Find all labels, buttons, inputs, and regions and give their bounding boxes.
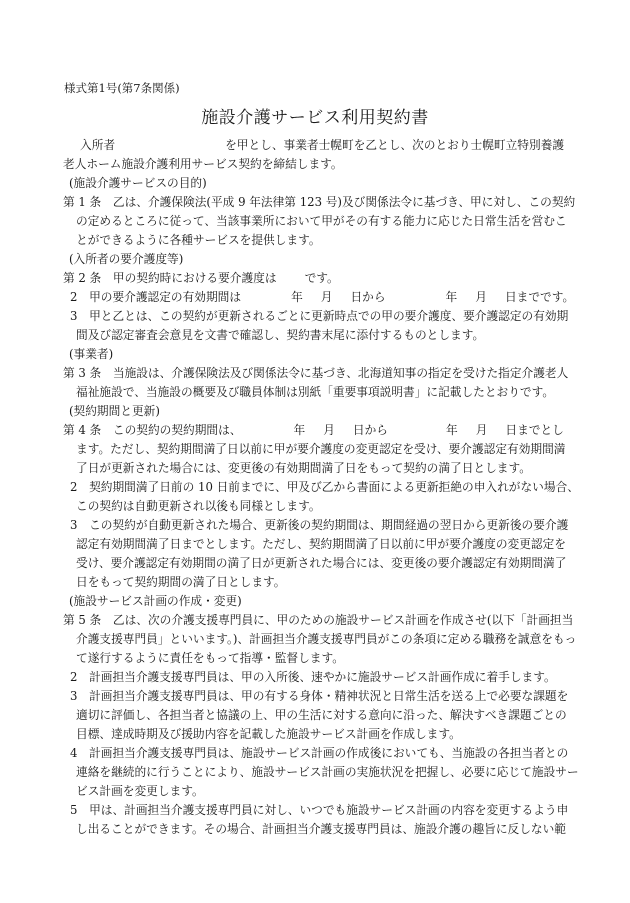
article-5-line: 2 計画担当介護支援専門員は、甲の入所後、速やかに施設サービス計画作成に着手します。 [70,670,556,684]
intro-text: を甲とし、事業者士幌町を乙とし、次のとおり士幌町立特別養護 [225,138,565,152]
document-title: 施設介護サービス利用契約書 [201,108,429,128]
article-4-line: 了日が更新された場合には、変更後の有効期間満了日をもって契約の満了日とします。 [76,461,531,475]
form-number: 様式第1号(第7条関係) [64,81,180,95]
article-1-line: 第 1 条 乙は、介護保険法(平成 9 年法律第 123 号)及び関係法令に基づき、甲に対し、この契約 [63,195,576,209]
date-day-label: 日までです。 [504,290,575,304]
article-4-line: 認定有効期間満了日までとします。ただし、契約期間満了日以前に甲が要介護度の変更認定を [76,537,566,551]
date-year-label: 年 [291,290,303,304]
article-5-line: て遂行するように責任をもって指導・監督します。 [76,651,344,665]
date-month-label: 月 [320,290,333,304]
date-day-label: 日から [350,290,386,304]
date-day-label: 日から [352,423,388,437]
date-year-label: 年 [445,290,458,304]
article-5-line: 4 計画担当介護支援専門員は、施設サービス計画の作成後においても、当施設の各担当者との [70,746,569,760]
article-5-line: 5 甲は、計画担当介護支援専門員に対し、いつでも施設サービス計画の内容を変更するよう申 [70,803,569,817]
article-2-text: 第 2 条 甲の契約時における要介護度は [63,271,277,285]
article-3-line: 福祉施設で、当施設の概要及び職員体制は別紙「重要事項説明書」に記載したとおりです。 [76,385,555,399]
article-4-line: 3 この契約が自動更新された場合、更新後の契約期間は、期間経過の翌日から更新後の要介護 [70,518,569,532]
article-4-para-1 [63,422,564,438]
article-2-heading: (入所者の要介護度等) [69,252,184,266]
intro-line-2: 老人ホーム施設介護利用サービス契約を締結します。 [63,157,343,171]
date-month-label: 月 [475,290,487,304]
article-4-line: ます。ただし、契約期間満了日以前に甲が要介護度の変更認定を受け、要介護認定有効期間満 [76,442,566,456]
article-5-line: 3 計画担当介護支援専門員は、甲の有する身体・精神状況と日常生活を送る上で必要な課題を [70,689,569,703]
article-2-para-3: 間及び認定審査会意見を文書で確認し、契約書末尾に添付するものとします。 [76,328,485,342]
article-5-line: 目標、達成時期及び援助内容を記載した施設サービス計画を作成します。 [76,727,461,741]
article-5-line: 第 5 条 乙は、次の介護支援専門員に、甲のための施設サービス計画を作成させ(以下「計画担当 [63,613,574,627]
article-4-text: 第 4 条 この契約の契約期間は、 [63,423,242,437]
article-5-line: 介護支援専門員」といいます。)、計画担当介護支援専門員がこの条項に定める職務を誠意をもっ [76,632,577,646]
article-1-line: の定めるところに従って、当該事業所において甲がその有する能力に応じた日常生活を営むこ [76,214,567,228]
article-3-line: 第 3 条 当施設は、介護保険法及び関係法令に基づき、北海道知事の指定を受けた指定介護老人 [63,366,569,380]
article-2-para-3: 3 甲と乙とは、この契約が更新されるごとに更新時点での甲の要介護度、要介護認定の有効期 [70,309,569,323]
article-4-line: 受け、要介護認定有効期間の満了日が更新された場合には、変更後の要介護認定有効期間満了 [76,556,567,570]
article-4-line: 日をもって契約期間の満了日とします。 [76,575,286,589]
article-4-line: この契約は自動更新され以後も同様とします。 [76,499,321,513]
article-5-line: 連絡を継続的に行うことにより、施設サービス計画の実施状況を把握し、必要に応じて施設サー [76,765,579,779]
date-year-label: 年 [293,423,306,437]
article-3-heading: (事業者) [69,347,114,361]
article-4-heading: (契約期間と更新) [69,404,160,418]
date-month-label: 月 [323,423,335,437]
article-5-line: 適切に評価し、各担当者と協議の上、甲の生活に対する意向に沿った、解決すべき課題ごとの [76,708,567,722]
date-month-label: 月 [475,423,488,437]
article-5-heading: (施設サービス計画の作成・変更) [69,594,242,608]
article-5-line: ビス計画を変更します。 [76,784,204,798]
article-2-para-1 [63,270,339,286]
article-2-text: 2 甲の要介護認定の有効期間は [70,290,242,304]
article-1-heading: (施設介護サービスの目的) [69,176,207,190]
article-5-line: し出ることができます。その場合、計画担当介護支援専門員は、施設介護の趣旨に反しない範 [76,822,566,836]
article-4-line: 2 契約期間満了日前の 10 日前までに、甲及び乙から書面による更新拒絶の申入れがない場合、 [70,480,579,494]
intro-party-label: 入所者 [80,138,116,152]
article-1-line: とができるように各種サービスを提供します。 [76,233,321,247]
article-2-para-2 [70,289,574,305]
intro-line-1 [80,137,564,153]
date-year-label: 年 [445,423,458,437]
article-2-text: です。 [304,271,339,285]
date-day-label: 日までとし [505,423,564,437]
